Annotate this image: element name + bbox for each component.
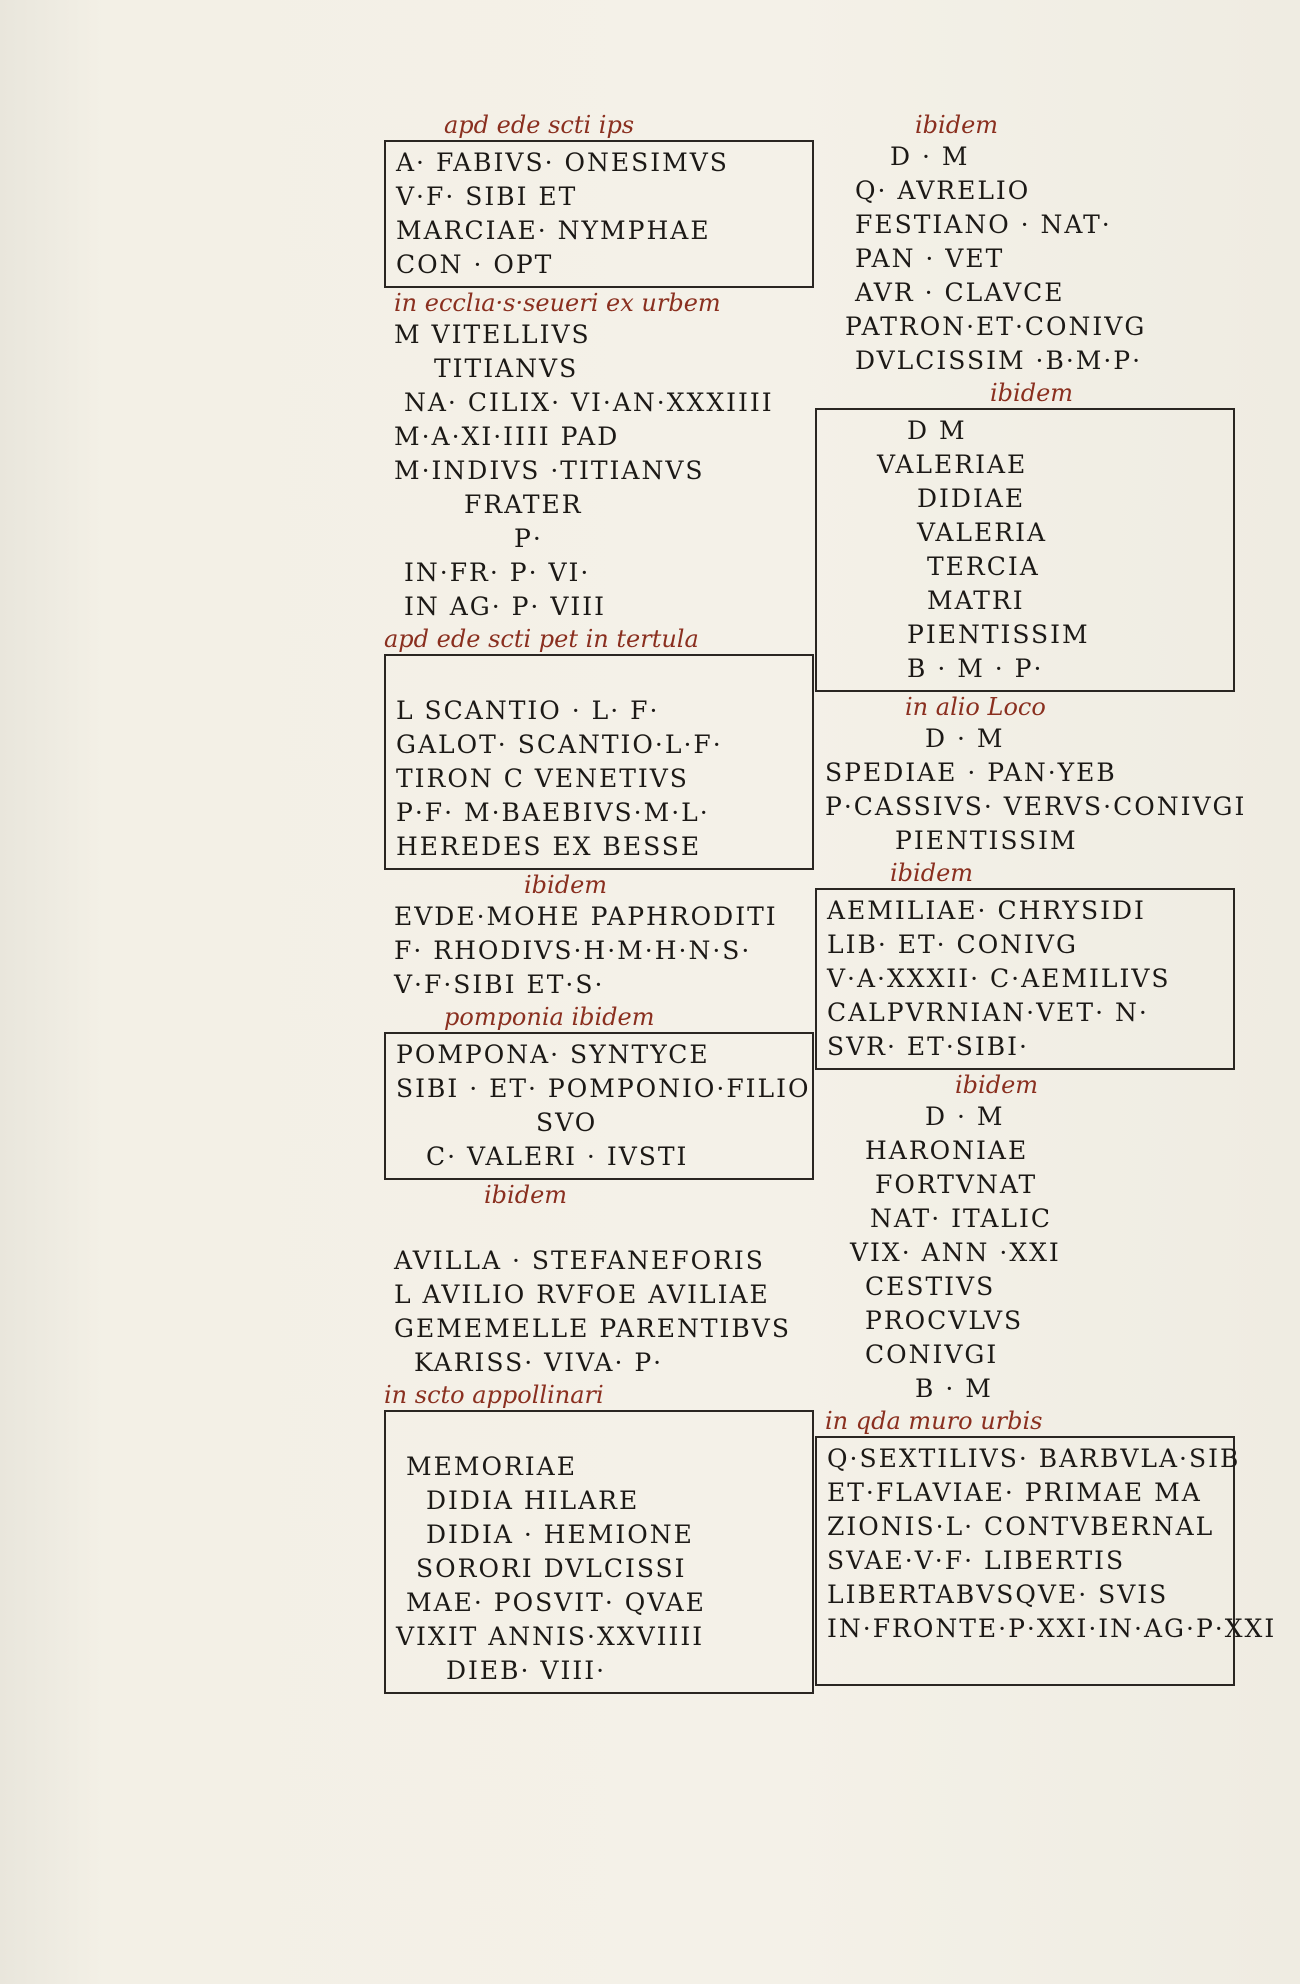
inscription-line: D M — [907, 416, 967, 445]
inscription-line: SORORI DVLCISSI — [416, 1554, 687, 1583]
inscription-line: EVDE·MOHE PAPHRODITI — [394, 902, 778, 931]
rubric-heading: in ecclıa·s·seueri ex urbem — [394, 289, 721, 317]
inscription-line: P· — [514, 524, 543, 553]
inscription-block — [384, 318, 814, 624]
inscription-line: L SCANTIO · L· F· — [396, 696, 660, 725]
inscription-line: PIENTISSIM — [895, 826, 1078, 855]
inscription-line: PROCVLVS — [865, 1306, 1024, 1335]
rubric-heading: ibidem — [484, 1181, 568, 1209]
inscription-line — [384, 1210, 814, 1244]
inscription-line: B · M · P· — [907, 654, 1044, 683]
inscription-block — [384, 900, 814, 1002]
inscription-line: CON · OPT — [396, 250, 554, 279]
inscription-line: AVILLA · STEFANEFORIS — [394, 1246, 765, 1275]
inscription-line: TERCIA — [927, 552, 1040, 581]
inscription-line: POMPONA· SYNTYCE — [396, 1040, 710, 1069]
inscription-line: LIB· ET· CONIVG — [827, 930, 1078, 959]
inscription-line: DIDIA HILARE — [426, 1486, 640, 1515]
inscription-line: SVR· ET·SIBI· — [827, 1032, 1029, 1061]
inscription-block — [384, 1410, 814, 1694]
inscription-line: GALOT· SCANTIO·L·F· — [396, 730, 723, 759]
inscription-line: B · M — [915, 1374, 993, 1403]
inscription-line: A· FABIVS· ONESIMVS — [396, 148, 729, 177]
inscription-block — [815, 1436, 1277, 1686]
inscription-line: MARCIAE· NYMPHAE — [396, 216, 711, 245]
inscription-line: V·F·SIBI ET·S· — [394, 970, 605, 999]
rubric-heading: ibidem — [955, 1071, 1039, 1099]
rubric-heading: pomponia ibidem — [444, 1003, 655, 1031]
inscription-line: VALERIA — [917, 518, 1048, 547]
inscription-block — [384, 654, 814, 870]
inscription-line: CESTIVS — [865, 1272, 996, 1301]
inscription-line: NAT· ITALIC — [870, 1204, 1052, 1233]
inscription-line: IN·FRONTE·P·XXI·IN·AG·P·XXI — [827, 1614, 1277, 1643]
rubric-heading: ibidem — [524, 871, 608, 899]
inscription-line: M·A·XI·IIII PAD — [394, 422, 620, 451]
inscription-line: TITIANVS — [434, 354, 579, 383]
inscription-block — [384, 1032, 814, 1180]
rubric-heading: ibidem — [990, 379, 1074, 407]
inscription-line: VALERIAE — [877, 450, 1028, 479]
inscription-line: AVR · CLAVCE — [855, 278, 1065, 307]
inscription-block — [815, 408, 1235, 692]
inscription-line: VIX· ANN ·XXI — [850, 1238, 1061, 1267]
inscription-line: KARISS· VIVA· P· — [414, 1348, 664, 1377]
inscription-line: NA· CILIX· VI·AN·XXXIIII — [404, 388, 774, 417]
inscription-line: SPEDIAE · PAN·YEB — [825, 758, 1117, 787]
right-column — [815, 110, 1277, 1686]
left-column — [384, 110, 814, 1694]
inscription-line: D · M — [890, 142, 970, 171]
inscription-line: M VITELLIVS — [394, 320, 591, 349]
inscription-line: IN AG· P· VIII — [404, 592, 607, 621]
inscription-line: FRATER — [464, 490, 583, 519]
inscription-line: MAE· POSVIT· QVAE — [406, 1588, 706, 1617]
rubric-heading: in qda muro urbis — [825, 1407, 1043, 1435]
inscription-line: DIDIA · HEMIONE — [426, 1520, 694, 1549]
inscription-block — [815, 1100, 1235, 1406]
inscription-block — [384, 1210, 814, 1380]
inscription-line: TIRON C VENETIVS — [396, 764, 689, 793]
inscription-line: V·F· SIBI ET — [396, 182, 578, 211]
inscription-line: MEMORIAE — [406, 1452, 577, 1481]
inscription-block — [384, 140, 814, 288]
inscription-line: VIXIT ANNIS·XXVIIII — [396, 1622, 705, 1651]
inscription-block — [815, 888, 1235, 1070]
inscription-line: SVO — [536, 1108, 598, 1137]
inscription-line: SVAE·V·F· LIBERTIS — [827, 1546, 1126, 1575]
rubric-heading: in scto appollinari — [384, 1381, 604, 1409]
inscription-line: Q· AVRELIO — [855, 176, 1031, 205]
inscription-line: DIEB· VIII· — [446, 1656, 607, 1685]
inscription-line: SIBI · ET· POMPONIO·FILIO — [396, 1074, 811, 1103]
inscription-line: HEREDES EX BESSE — [396, 832, 702, 861]
inscription-line: FORTVNAT — [875, 1170, 1038, 1199]
inscription-line: L AVILIO RVFOE AVILIAE — [394, 1280, 770, 1309]
inscription-line: DVLCISSIM ·B·M·P· — [855, 346, 1143, 375]
inscription-line: IN·FR· P· VI· — [404, 558, 591, 587]
rubric-heading: apd ede scti ips — [444, 111, 635, 139]
inscription-line: Q·SEXTILIVS· BARBVLA·SIB — [827, 1444, 1241, 1473]
inscription-line: ET·FLAVIAE· PRIMAE MA — [827, 1478, 1202, 1507]
inscription-line: M·INDIVS ·TITIANVS — [394, 456, 705, 485]
inscription-line: ZIONIS·L· CONTVBERNAL — [827, 1512, 1215, 1541]
inscription-line: LIBERTABVSQVE· SVIS — [827, 1580, 1169, 1609]
inscription-line: V·A·XXXII· C·AEMILIVS — [827, 964, 1171, 993]
inscription-line: HARONIAE — [865, 1136, 1029, 1165]
inscription-line: PATRON·ET·CONIVG — [845, 312, 1147, 341]
inscription-line: GEMEMELLE PARENTIBVS — [394, 1314, 791, 1343]
inscription-line: AEMILIAE· CHRYSIDI — [827, 896, 1146, 925]
inscription-line: FESTIANO · NAT· — [855, 210, 1112, 239]
inscription-line: C· VALERI · IVSTI — [426, 1142, 689, 1171]
rubric-heading: ibidem — [915, 111, 999, 139]
inscription-line: MATRI — [927, 586, 1025, 615]
inscription-line: P·CASSIVS· VERVS·CONIVGI — [825, 792, 1247, 821]
inscription-line: D · M — [925, 724, 1005, 753]
rubric-heading: ibidem — [890, 859, 974, 887]
inscription-line: D · M — [925, 1102, 1005, 1131]
rubric-heading: in alio Loco — [905, 693, 1046, 721]
inscription-line: CALPVRNIAN·VET· N· — [827, 998, 1149, 1027]
inscription-block — [815, 140, 1235, 378]
inscription-line: PAN · VET — [855, 244, 1005, 273]
inscription-line — [827, 1646, 1223, 1680]
inscription-line: PIENTISSIM — [907, 620, 1090, 649]
inscription-line — [396, 1416, 802, 1450]
inscription-line: F· RHODIVS·H·M·H·N·S· — [394, 936, 752, 965]
inscription-block — [815, 722, 1247, 858]
inscription-line: DIDIAE — [917, 484, 1026, 513]
rubric-heading: apd ede scti pet in tertula — [384, 625, 699, 653]
inscription-line: P·F· M·BAEBIVS·M·L· — [396, 798, 710, 827]
inscription-line: CONIVGI — [865, 1340, 999, 1369]
inscription-line — [396, 660, 802, 694]
